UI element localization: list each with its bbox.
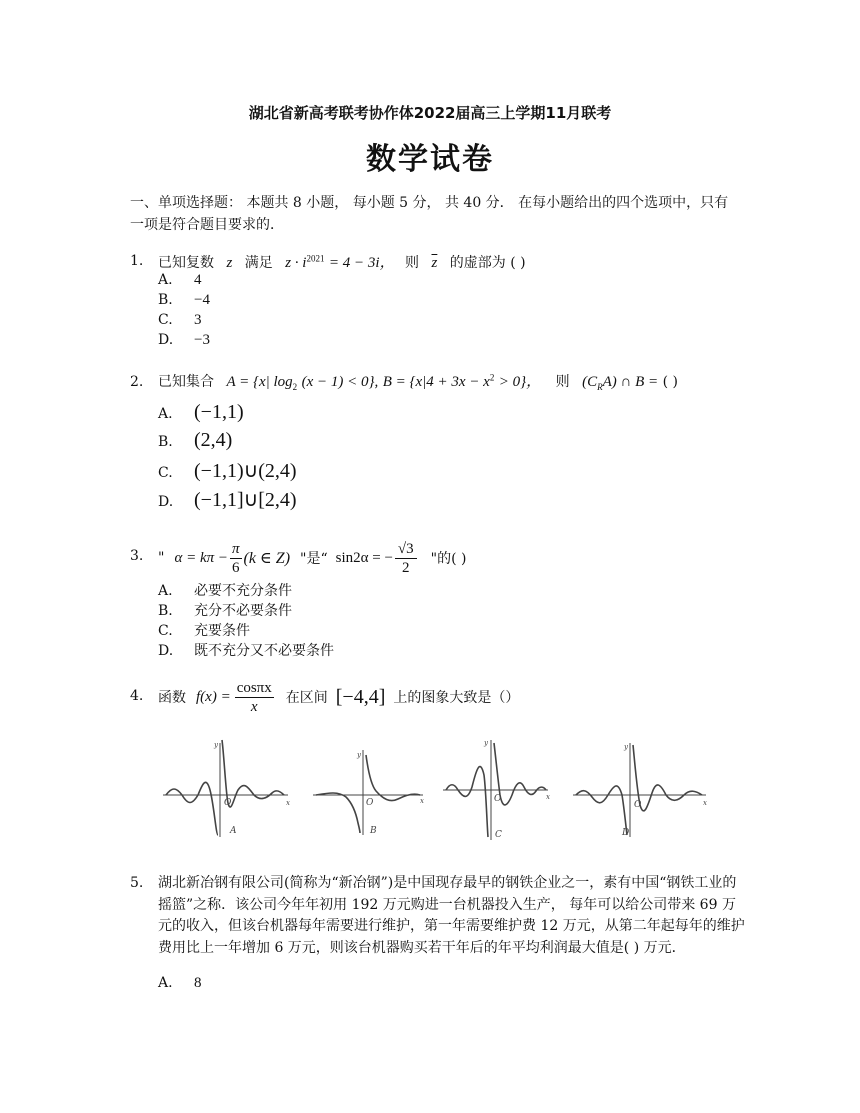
graph-b-x-label: x bbox=[420, 797, 424, 805]
question-2-number: 2. bbox=[130, 374, 144, 390]
question-1-stem bbox=[158, 251, 526, 272]
q1-option-d[interactable]: D. −3 bbox=[158, 332, 210, 348]
graph-c-y-label: y bbox=[484, 739, 488, 747]
graph-a-y-label: y bbox=[214, 741, 218, 749]
graph-d-origin: O bbox=[634, 800, 642, 810]
graph-a-label: A bbox=[230, 826, 237, 836]
q4-graphs-figure bbox=[158, 735, 718, 845]
graph-b-y-label: y bbox=[357, 751, 361, 759]
graph-d-label: D bbox=[622, 828, 630, 838]
q1-rhs: = 4 − 3i， bbox=[328, 255, 395, 271]
q2-option-d[interactable]: D. (−1,1]∪[2,4) bbox=[158, 489, 297, 511]
graph-d-x-label: x bbox=[703, 799, 707, 807]
graph-c[interactable] bbox=[443, 740, 548, 840]
q3-option-b[interactable]: B. 充分不必要条件 bbox=[158, 603, 292, 619]
graph-b[interactable] bbox=[313, 750, 423, 835]
q2-option-b[interactable]: B. (2,4) bbox=[158, 429, 233, 451]
q3-frac-sqrt3-2: $\frac{√3}{2}$ bbox=[395, 540, 417, 577]
graph-d-y-label: y bbox=[624, 743, 628, 751]
q1-zbar: $\overline{z}$ bbox=[431, 255, 438, 271]
q4-interval: [−4,4] bbox=[335, 685, 386, 708]
question-4-number: 4. bbox=[130, 688, 144, 704]
question-5-number: 5. bbox=[130, 875, 144, 891]
q3-option-d[interactable]: D. 既不充分又不必要条件 bbox=[158, 643, 334, 659]
q1-option-c[interactable]: C. 3 bbox=[158, 312, 202, 328]
question-3-stem: " α = kπ − $\frac{\pi}{6}$ (k ∈ Z) "是“ sin2α = − $\frac{√3}{2}$ "的( ) bbox=[158, 540, 467, 576]
q1-equation: z · i bbox=[285, 255, 307, 271]
q3-option-a[interactable]: A. 必要不充分条件 bbox=[158, 583, 292, 599]
q3-frac-pi-6: $\frac{\pi}{6}$ bbox=[232, 540, 240, 576]
q3-sin: sin2α = − bbox=[335, 549, 393, 566]
graph-c-x-label: x bbox=[546, 793, 550, 801]
graph-b-origin: O bbox=[366, 798, 374, 808]
q3-option-c[interactable]: C. 充要条件 bbox=[158, 623, 250, 639]
q4-frac: $\frac{\cos\pi x}{x}$ bbox=[236, 679, 272, 715]
graph-c-label: C bbox=[495, 830, 502, 840]
exam-main-title: 数学试卷 bbox=[366, 142, 494, 177]
question-2-stem: 已知集合 A = {x| $\log_2 (x - 1) < 0$}, $B = \{x|4 + 3x - x^2 > 0\}$， 则 $(C_RA)$ ∩ B = ( ) bbox=[158, 372, 678, 392]
q2-complement: (C bbox=[582, 374, 598, 390]
q1-option-b[interactable]: B. −4 bbox=[158, 292, 210, 308]
q2-set-a: A = {x| log bbox=[226, 374, 293, 390]
graph-a-x-label: x bbox=[286, 799, 290, 807]
q2-set-b: B = {x|4 + 3x − x bbox=[382, 374, 490, 390]
graph-c-origin: O bbox=[494, 794, 502, 804]
q2-option-a[interactable]: A. (−1,1) bbox=[158, 401, 244, 423]
q1-cond: 满足 bbox=[244, 255, 273, 271]
graph-a-origin: O bbox=[224, 798, 232, 808]
q1-prefix: 已知复数 bbox=[158, 255, 214, 271]
q1-ask: 的虚部为 ( ) bbox=[449, 255, 526, 271]
q3-alpha: α = kπ − bbox=[174, 549, 228, 566]
q1-exponent: 2021 bbox=[306, 253, 325, 264]
question-3-number: 3. bbox=[130, 548, 144, 564]
graph-d[interactable] bbox=[573, 743, 706, 837]
q2-option-c[interactable]: C. (−1,1)∪(2,4) bbox=[158, 460, 297, 482]
graph-a[interactable] bbox=[163, 740, 288, 837]
question-1-number: 1. bbox=[130, 253, 144, 269]
q4-f-lhs: f(x) = bbox=[196, 688, 231, 705]
graph-b-label: B bbox=[370, 826, 377, 836]
exam-source-title: 湖北省新高考联考协作体2022届高三上学期11月联考 bbox=[248, 104, 612, 122]
q1-var-z: z bbox=[226, 255, 233, 271]
q2-prefix: 已知集合 bbox=[158, 374, 214, 390]
question-4-stem: 函数 f(x) = $\frac{\cos\pi x}{x}$ 在区间 [−4,4] 上的图象大致是（） bbox=[158, 679, 520, 715]
q1-then: 则 bbox=[405, 255, 420, 271]
section-instructions: 一、单项选择题： 本题共 8 小题， 每小题 5 分， 共 40 分． 在每小题给出的四个选项中，只有一项是符合题目要求的． bbox=[130, 195, 729, 233]
q1-option-a[interactable]: A. 4 bbox=[158, 272, 202, 288]
question-5-stem: 湖北新冶钢有限公司(简称为“新冶钢”)是中国现存最早的钢铁企业之一，素有中国“钢铁工业的摇篮”之称．该公司今年年初用 192 万元购进一台机器投入生产， 每年可以给公司带来 69 万元的收入，但该台机器每年需要进行维护，第一年需要维护费 12 万元，从第二年起每年的维护费用比上一年增加 6 万元，则该台机器购买若干年后的年平均利润最大值是( ) 万元． bbox=[158, 875, 745, 956]
q5-option-a[interactable]: A. 8 bbox=[158, 975, 202, 991]
